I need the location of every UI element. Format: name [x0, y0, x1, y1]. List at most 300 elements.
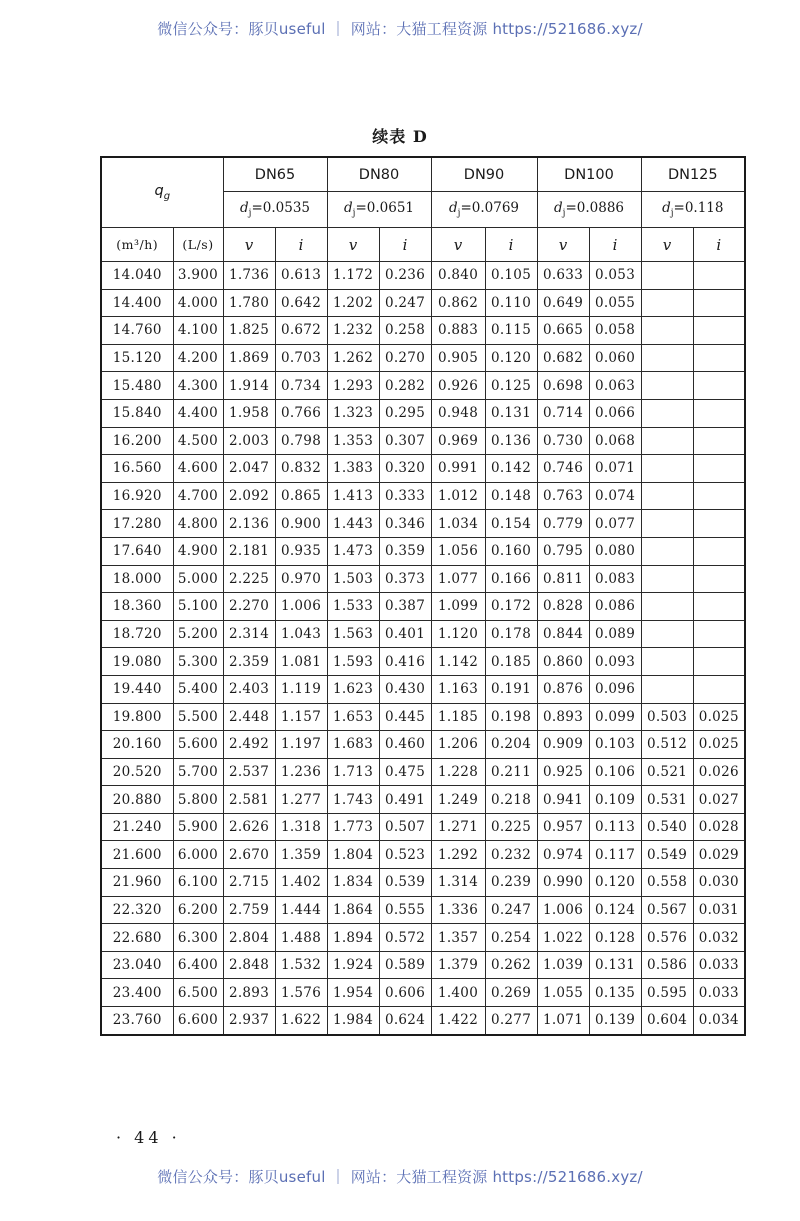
table-cell: 0.974: [537, 841, 589, 869]
table-cell: [641, 372, 693, 400]
table-cell: 0.096: [589, 675, 641, 703]
table-cell: 1.958: [223, 399, 275, 427]
table-cell: 17.280: [101, 510, 173, 538]
dj-symbol: d: [662, 200, 671, 217]
table-cell: 0.779: [537, 510, 589, 538]
table-cell: 0.991: [431, 455, 485, 483]
table-cell: 0.128: [589, 924, 641, 952]
dj-symbol: d: [449, 200, 458, 217]
header-row-units: [101, 228, 745, 262]
dn90-header: DN90: [431, 157, 537, 192]
qg-header: [101, 157, 223, 228]
dj-symbol: d: [240, 200, 249, 217]
header-row-dn: [101, 157, 745, 192]
table-cell: 1.444: [275, 896, 327, 924]
table-cell: 0.124: [589, 896, 641, 924]
table-cell: 5.900: [173, 813, 223, 841]
table-cell: 0.131: [485, 399, 537, 427]
table-cell: 1.683: [327, 731, 379, 759]
table-cell: 0.633: [537, 262, 589, 290]
dj-value: =0.0886: [565, 200, 625, 217]
table-cell: 0.320: [379, 455, 431, 483]
table-cell: 1.869: [223, 344, 275, 372]
table-cell: [641, 399, 693, 427]
table-cell: 1.293: [327, 372, 379, 400]
table-cell: 0.969: [431, 427, 485, 455]
table-cell: 0.714: [537, 399, 589, 427]
table-cell: 3.900: [173, 262, 223, 290]
dj-sub: j: [248, 208, 252, 219]
table-row: [101, 317, 745, 345]
table-cell: 0.033: [693, 979, 745, 1007]
table-cell: 4.500: [173, 427, 223, 455]
table-cell: 1.532: [275, 951, 327, 979]
table-cell: 0.236: [379, 262, 431, 290]
table-cell: 1.400: [431, 979, 485, 1007]
table-cell: 0.103: [589, 731, 641, 759]
table-cell: 1.249: [431, 786, 485, 814]
table-cell: 0.558: [641, 869, 693, 897]
table-cell: 1.039: [537, 951, 589, 979]
table-cell: 0.359: [379, 537, 431, 565]
i-header: i: [379, 228, 431, 262]
table-cell: 21.600: [101, 841, 173, 869]
table-cell: 1.206: [431, 731, 485, 759]
table-cell: 2.314: [223, 620, 275, 648]
table-cell: 1.353: [327, 427, 379, 455]
table-cell: 0.117: [589, 841, 641, 869]
table-cell: 0.307: [379, 427, 431, 455]
table-cell: 6.400: [173, 951, 223, 979]
dj-symbol: d: [554, 200, 563, 217]
table-cell: 22.320: [101, 896, 173, 924]
table-row: [101, 482, 745, 510]
table-cell: 1.071: [537, 1007, 589, 1035]
table-cell: 15.480: [101, 372, 173, 400]
qg-symbol: q: [154, 183, 164, 200]
table-cell: 4.400: [173, 399, 223, 427]
table-cell: 0.798: [275, 427, 327, 455]
table-cell: 15.120: [101, 344, 173, 372]
table-cell: 2.759: [223, 896, 275, 924]
table-cell: 17.640: [101, 537, 173, 565]
table-cell: 23.400: [101, 979, 173, 1007]
table-cell: 1.736: [223, 262, 275, 290]
table-row: [101, 455, 745, 483]
table-cell: 19.080: [101, 648, 173, 676]
table-cell: 0.185: [485, 648, 537, 676]
table-cell: 1.914: [223, 372, 275, 400]
table-cell: 2.092: [223, 482, 275, 510]
table-cell: [641, 262, 693, 290]
table-cell: 0.247: [379, 289, 431, 317]
table-cell: 0.734: [275, 372, 327, 400]
table-cell: 6.300: [173, 924, 223, 952]
table-cell: 1.357: [431, 924, 485, 952]
table-cell: [641, 317, 693, 345]
table-row: [101, 703, 745, 731]
table-cell: 2.492: [223, 731, 275, 759]
table-cell: 16.920: [101, 482, 173, 510]
table-cell: 0.093: [589, 648, 641, 676]
table-row: [101, 620, 745, 648]
table-cell: 0.198: [485, 703, 537, 731]
table-cell: [693, 593, 745, 621]
v-header: v: [327, 228, 379, 262]
table-cell: 19.800: [101, 703, 173, 731]
table-cell: 1.022: [537, 924, 589, 952]
table-cell: 22.680: [101, 924, 173, 952]
dj-value: =0.0651: [355, 200, 415, 217]
table-cell: 0.941: [537, 786, 589, 814]
table-cell: 1.443: [327, 510, 379, 538]
table-cell: [641, 648, 693, 676]
table-cell: 6.100: [173, 869, 223, 897]
table-cell: 0.604: [641, 1007, 693, 1035]
table-cell: 16.560: [101, 455, 173, 483]
table-cell: [641, 455, 693, 483]
table-caption: 续表 D: [372, 127, 428, 146]
table-cell: 0.900: [275, 510, 327, 538]
table-cell: 0.862: [431, 289, 485, 317]
table-cell: 2.448: [223, 703, 275, 731]
table-cell: 5.400: [173, 675, 223, 703]
table-cell: 6.000: [173, 841, 223, 869]
table-cell: 1.954: [327, 979, 379, 1007]
table-cell: 1.713: [327, 758, 379, 786]
table-cell: 0.077: [589, 510, 641, 538]
table-row: [101, 372, 745, 400]
table-cell: [693, 648, 745, 676]
table-cell: 1.984: [327, 1007, 379, 1035]
table-cell: 0.865: [275, 482, 327, 510]
table-cell: [641, 565, 693, 593]
table-cell: 1.422: [431, 1007, 485, 1035]
table-cell: 0.270: [379, 344, 431, 372]
table-cell: 0.034: [693, 1007, 745, 1035]
table-cell: 0.148: [485, 482, 537, 510]
table-cell: 1.006: [275, 593, 327, 621]
table-cell: 0.346: [379, 510, 431, 538]
table-cell: 0.027: [693, 786, 745, 814]
table-cell: 4.100: [173, 317, 223, 345]
table-cell: 5.800: [173, 786, 223, 814]
table-cell: 0.105: [485, 262, 537, 290]
table-cell: 1.743: [327, 786, 379, 814]
table-cell: 21.960: [101, 869, 173, 897]
table-cell: 2.047: [223, 455, 275, 483]
table-cell: 0.595: [641, 979, 693, 1007]
watermark-bottom: 微信公众号：豚贝useful ｜ 网站：大猫工程资源 https://521686.xyz/: [157, 1168, 643, 1186]
page-number: · 44 ·: [116, 1128, 181, 1147]
i-header: i: [693, 228, 745, 262]
dj-symbol: d: [344, 200, 353, 217]
table-cell: 0.113: [589, 813, 641, 841]
table-cell: 0.572: [379, 924, 431, 952]
table-cell: 4.000: [173, 289, 223, 317]
table-cell: 0.828: [537, 593, 589, 621]
table-cell: 0.507: [379, 813, 431, 841]
table-cell: 18.360: [101, 593, 173, 621]
table-cell: 1.034: [431, 510, 485, 538]
table-cell: 18.720: [101, 620, 173, 648]
table-cell: 0.698: [537, 372, 589, 400]
dn125-header: DN125: [641, 157, 745, 192]
table-cell: 5.300: [173, 648, 223, 676]
table-cell: 0.063: [589, 372, 641, 400]
table-row: [101, 869, 745, 897]
table-cell: 0.766: [275, 399, 327, 427]
table-cell: 21.240: [101, 813, 173, 841]
table-cell: 0.080: [589, 537, 641, 565]
v-header: v: [641, 228, 693, 262]
table-cell: [693, 620, 745, 648]
table-cell: 0.883: [431, 317, 485, 345]
table-cell: 0.239: [485, 869, 537, 897]
table-cell: 2.270: [223, 593, 275, 621]
table-cell: 1.825: [223, 317, 275, 345]
table-cell: [641, 510, 693, 538]
table-cell: 1.383: [327, 455, 379, 483]
table-cell: 1.197: [275, 731, 327, 759]
table-cell: 1.622: [275, 1007, 327, 1035]
table-cell: 0.445: [379, 703, 431, 731]
table-cell: 0.746: [537, 455, 589, 483]
table-cell: 0.142: [485, 455, 537, 483]
table-cell: 0.540: [641, 813, 693, 841]
table-cell: [693, 399, 745, 427]
table-cell: [693, 317, 745, 345]
table-cell: 6.200: [173, 896, 223, 924]
table-cell: 0.262: [485, 951, 537, 979]
table-cell: 0.232: [485, 841, 537, 869]
table-cell: 14.040: [101, 262, 173, 290]
table-cell: 0.055: [589, 289, 641, 317]
table-cell: 1.473: [327, 537, 379, 565]
table-cell: 0.567: [641, 896, 693, 924]
table-cell: 2.181: [223, 537, 275, 565]
v-header: v: [537, 228, 589, 262]
table-cell: 1.055: [537, 979, 589, 1007]
dj-dn90: [431, 192, 537, 228]
table-cell: 0.254: [485, 924, 537, 952]
table-cell: 5.500: [173, 703, 223, 731]
table-cell: 0.682: [537, 344, 589, 372]
table-row: [101, 979, 745, 1007]
table-cell: 0.512: [641, 731, 693, 759]
table-cell: 1.804: [327, 841, 379, 869]
table-cell: 0.135: [589, 979, 641, 1007]
table-cell: 2.403: [223, 675, 275, 703]
table-cell: 0.624: [379, 1007, 431, 1035]
table-cell: 0.131: [589, 951, 641, 979]
table-cell: 2.003: [223, 427, 275, 455]
table-cell: 2.804: [223, 924, 275, 952]
table-cell: 1.653: [327, 703, 379, 731]
table-cell: 2.225: [223, 565, 275, 593]
table-cell: 0.555: [379, 896, 431, 924]
table-cell: 0.204: [485, 731, 537, 759]
table-cell: 0.935: [275, 537, 327, 565]
table-cell: 5.000: [173, 565, 223, 593]
table-cell: 0.277: [485, 1007, 537, 1035]
table-cell: 0.032: [693, 924, 745, 952]
table-cell: [693, 289, 745, 317]
table-cell: 6.500: [173, 979, 223, 1007]
table-cell: 0.030: [693, 869, 745, 897]
table-cell: [641, 289, 693, 317]
table-cell: 0.730: [537, 427, 589, 455]
table-cell: 5.100: [173, 593, 223, 621]
table-cell: 0.099: [589, 703, 641, 731]
table-cell: [693, 262, 745, 290]
table-cell: 0.110: [485, 289, 537, 317]
table-cell: 2.626: [223, 813, 275, 841]
table-cell: 2.893: [223, 979, 275, 1007]
table-cell: 0.025: [693, 703, 745, 731]
table-cell: 1.780: [223, 289, 275, 317]
table-cell: 23.760: [101, 1007, 173, 1035]
table-cell: 1.185: [431, 703, 485, 731]
table-row: [101, 648, 745, 676]
table-row: [101, 896, 745, 924]
table-cell: 0.430: [379, 675, 431, 703]
table-row: [101, 758, 745, 786]
table-cell: 0.549: [641, 841, 693, 869]
table-cell: 1.120: [431, 620, 485, 648]
table-row: [101, 675, 745, 703]
table-row: [101, 924, 745, 952]
table-cell: 1.012: [431, 482, 485, 510]
table-cell: 18.000: [101, 565, 173, 593]
table-row: [101, 427, 745, 455]
dj-value: =0.0535: [251, 200, 311, 217]
table-cell: 4.600: [173, 455, 223, 483]
table-cell: 1.119: [275, 675, 327, 703]
table-cell: 1.593: [327, 648, 379, 676]
table-cell: 1.232: [327, 317, 379, 345]
hydraulic-table: [100, 156, 746, 1036]
dn100-header: DN100: [537, 157, 641, 192]
table-row: [101, 565, 745, 593]
table-cell: 1.172: [327, 262, 379, 290]
table-cell: 0.606: [379, 979, 431, 1007]
table-cell: 0.893: [537, 703, 589, 731]
table-row: [101, 510, 745, 538]
table-cell: [693, 482, 745, 510]
table-cell: 1.894: [327, 924, 379, 952]
table-cell: 1.157: [275, 703, 327, 731]
table-cell: 0.089: [589, 620, 641, 648]
table-cell: 0.139: [589, 1007, 641, 1035]
table-cell: 0.033: [693, 951, 745, 979]
table-cell: [693, 344, 745, 372]
qg-sub: g: [163, 190, 171, 202]
table-cell: 0.586: [641, 951, 693, 979]
table-cell: [641, 620, 693, 648]
table-row: [101, 786, 745, 814]
table-row: [101, 289, 745, 317]
table-cell: 0.860: [537, 648, 589, 676]
table-cell: 0.154: [485, 510, 537, 538]
table-cell: 2.937: [223, 1007, 275, 1035]
table-cell: 14.760: [101, 317, 173, 345]
table-cell: 0.282: [379, 372, 431, 400]
table-cell: 2.537: [223, 758, 275, 786]
table-cell: 0.178: [485, 620, 537, 648]
table-row: [101, 951, 745, 979]
table-cell: 0.028: [693, 813, 745, 841]
watermark-top: 微信公众号：豚贝useful ｜ 网站：大猫工程资源 https://521686.xyz/: [157, 20, 643, 38]
table-cell: 0.125: [485, 372, 537, 400]
table-cell: 20.520: [101, 758, 173, 786]
table-cell: 1.077: [431, 565, 485, 593]
dj-dn100: [537, 192, 641, 228]
table-cell: 0.491: [379, 786, 431, 814]
dj-value: =0.118: [673, 200, 724, 217]
table-cell: 0.333: [379, 482, 431, 510]
table-cell: [641, 344, 693, 372]
table-cell: 1.576: [275, 979, 327, 1007]
table-cell: [693, 537, 745, 565]
table-cell: 6.600: [173, 1007, 223, 1035]
table-cell: 0.166: [485, 565, 537, 593]
table-cell: 1.006: [537, 896, 589, 924]
table-cell: 0.844: [537, 620, 589, 648]
table-cell: [693, 455, 745, 483]
table-cell: 0.416: [379, 648, 431, 676]
table-cell: 5.200: [173, 620, 223, 648]
table-row: [101, 593, 745, 621]
table-cell: 2.848: [223, 951, 275, 979]
dj-value: =0.0769: [460, 200, 520, 217]
table-cell: 1.336: [431, 896, 485, 924]
table-cell: 5.700: [173, 758, 223, 786]
dj-sub: j: [457, 208, 461, 219]
table-cell: 0.068: [589, 427, 641, 455]
table-cell: 1.563: [327, 620, 379, 648]
table-cell: 16.200: [101, 427, 173, 455]
unit-m3h-header: (m³/h): [101, 228, 173, 262]
table-cell: 4.200: [173, 344, 223, 372]
table-cell: 20.160: [101, 731, 173, 759]
table-cell: 20.880: [101, 786, 173, 814]
table-cell: 0.539: [379, 869, 431, 897]
table-row: [101, 344, 745, 372]
table-cell: [641, 537, 693, 565]
table-cell: 0.373: [379, 565, 431, 593]
table-cell: 0.218: [485, 786, 537, 814]
table-cell: 0.876: [537, 675, 589, 703]
table-cell: 2.136: [223, 510, 275, 538]
i-header: i: [485, 228, 537, 262]
dj-sub: j: [562, 208, 566, 219]
table-cell: 1.271: [431, 813, 485, 841]
table-cell: 1.142: [431, 648, 485, 676]
table-cell: 2.715: [223, 869, 275, 897]
v-header: v: [431, 228, 485, 262]
table-cell: 0.053: [589, 262, 641, 290]
table-cell: 0.160: [485, 537, 537, 565]
table-cell: 0.576: [641, 924, 693, 952]
table-cell: 0.925: [537, 758, 589, 786]
table-cell: 1.533: [327, 593, 379, 621]
table-cell: [693, 675, 745, 703]
dj-dn65: [223, 192, 327, 228]
table-cell: 0.401: [379, 620, 431, 648]
dj-sub: j: [670, 208, 674, 219]
table-cell: 0.247: [485, 896, 537, 924]
